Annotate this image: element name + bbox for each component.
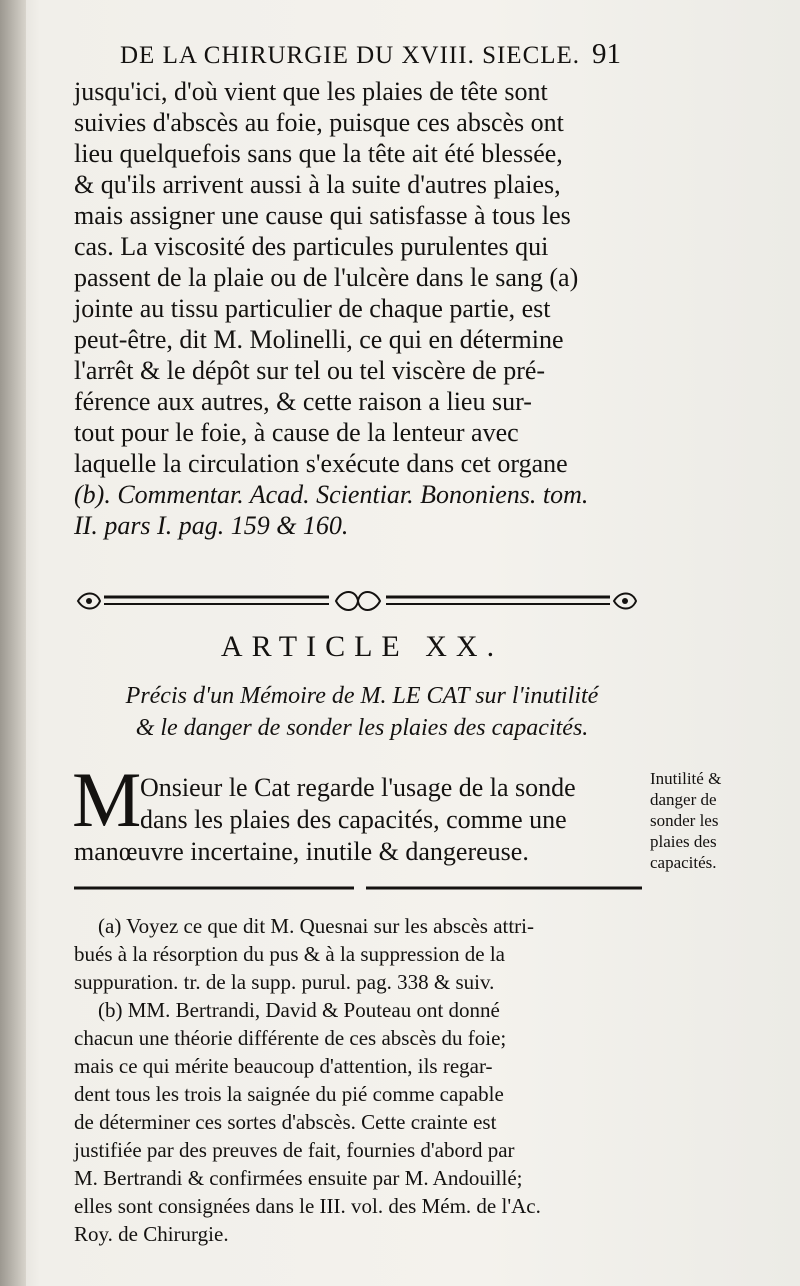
footnote-a-line: (a) Voyez ce que dit M. Quesnai sur les abscès attri- [98,914,535,938]
margin-note [650,768,760,873]
ornamental-divider [74,588,642,614]
margin-note-line: plaies des [650,832,717,851]
footnote-b-line: mais ce qui mérite beaucoup d'attention, ils regar- [74,1054,493,1078]
intro-line: Onsieur le Cat regarde l'usage de la sonde [140,773,576,802]
intro-paragraph [74,772,644,868]
subtitle-line: Précis d'un Mémoire de M. LE CAT sur l'inutilité [125,683,599,709]
body-line: peut-être, dit M. Molinelli, ce qui en détermine [74,325,564,354]
article-title: ARTICLE XX. [220,630,504,663]
margin-note-line: Inutilité & [650,769,722,788]
footnote-b-line: Roy. de Chirurgie. [74,1222,229,1246]
body-line: mais assigner une cause qui satisfasse à tous les [74,201,571,230]
margin-note-line: sonder les [650,811,719,830]
body-paragraph [74,76,650,541]
article-subtitle [74,680,650,744]
footnote-b-line: elles sont consignées dans le III. vol. des Mém. de l'Ac. [74,1194,541,1218]
margin-note-line: capacités. [650,853,717,872]
body-line: laquelle la circulation s'exécute dans cet organe [74,449,568,478]
page-number: 91 [592,38,621,70]
body-line: jusqu'ici, d'où vient que les plaies de tête sont [74,77,548,106]
body-line: jointe au tissu particulier de chaque partie, est [74,294,551,323]
footnote-b-line: dent tous les trois la saignée du pié comme capable [74,1082,504,1106]
margin-note-line: danger de [650,790,717,809]
body-line: II. pars I. pag. 159 & 160. [74,511,349,540]
body-line: tout pour le foie, à cause de la lenteur avec [74,418,519,447]
body-line: passent de la plaie ou de l'ulcère dans le sang (a) [74,263,579,292]
body-line: férence aux autres, & cette raison a lieu sur- [74,387,532,416]
intro-line: manœuvre incertaine, inutile & dangereuse. [74,837,529,866]
subtitle-line: & le danger de sonder les plaies des capacités. [135,715,589,741]
body-line: cas. La viscosité des particules purulentes qui [74,232,549,261]
body-line: (b). Commentar. Acad. Scientiar. Bononiens. tom. [74,480,589,509]
footnote-b-line: M. Bertrandi & confirmées ensuite par M. Andouillé; [74,1166,523,1190]
body-line: & qu'ils arrivent aussi à la suite d'autres plaies, [74,170,561,199]
binding-shadow [0,0,26,1286]
footnote-a-line: suppuration. tr. de la supp. purul. pag. 338 & suiv. [74,970,495,994]
footnote-a-line: bués à la résorption du pus & à la suppression de la [74,942,505,966]
footnote-b-line: chacun une théorie différente de ces abscès du foie; [74,1026,507,1050]
footnote-b-line: justifiée par des preuves de fait, fournies d'abord par [74,1138,515,1162]
intro-line: dans les plaies des capacités, comme une [140,805,567,834]
drop-cap: M [72,756,142,843]
body-line: l'arrêt & le dépôt sur tel ou tel viscère de pré- [74,356,546,385]
footnotes [74,912,644,1248]
running-title: DE LA CHIRURGIE DU XVIII. SIECLE. [120,42,581,69]
body-line: suivies d'abscès au foie, puisque ces abscès ont [74,108,564,137]
footnote-rule [74,884,642,894]
footnote-b-line: (b) MM. Bertrandi, David & Pouteau ont donné [98,998,500,1022]
footnote-b-line: de déterminer ces sortes d'abscès. Cette crainte est [74,1110,497,1134]
body-line: lieu quelquefois sans que la tête ait été blessée, [74,139,563,168]
